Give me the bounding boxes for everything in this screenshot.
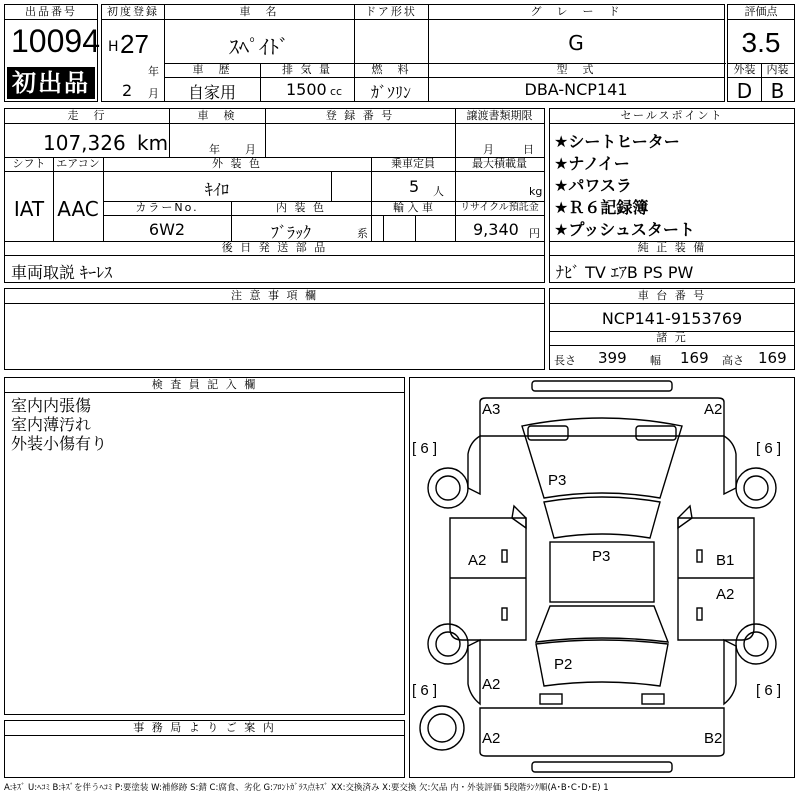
lot-box [4,4,98,102]
vehicle-header-table [101,4,725,102]
model: DBA-NCP141 [524,80,628,99]
transfer-label: 譲渡書類期限 [455,109,544,124]
score-label: 評価点 [728,5,794,20]
displacement: 1500 [286,80,327,99]
notes-label: 注 意 事 項 欄 [5,289,544,304]
lot-label: 出品番号 [5,5,97,20]
ac-label: エアコン [53,157,103,172]
color-no-label: カラーNo. [103,201,231,216]
regno-label: 登 録 番 号 [265,109,455,124]
notes-box [4,288,545,370]
chassis-number: NCP141-9153769 [601,309,743,328]
later-parts: 車両取説 ｷｰﾚｽ [11,263,113,282]
tire-mark-rear-left: [ 6 ] [412,682,438,699]
details-table [4,108,545,283]
insp-month-unit: 月 [245,143,256,156]
mileage-label: 走 行 [5,109,169,124]
office-label: 事 務 局 よ り ご 案 内 [5,721,404,736]
int-color: ﾌﾞﾗｯｸ [270,223,311,242]
mileage-unit: km [137,131,169,155]
int-color-suffix: 系 [357,227,368,240]
mileage: 107,326 [43,131,126,155]
recycle-label: リサイクル預託金 [455,201,544,216]
height: 169 [758,349,787,367]
sales-point-item: ★Ｒ６記録簿 [554,198,649,217]
inspector-line: 室内内張傷 [11,396,92,415]
reg-label: 初度登録 [102,5,164,20]
score: 3.5 [741,27,781,58]
grade: G [568,31,584,55]
mark-a3-top-left: A3 [482,401,501,418]
mark-a2-bottom-left: A2 [482,730,501,747]
capacity: 5 [409,177,420,196]
insp-year-unit: 年 [209,143,220,156]
capacity-unit: 人 [433,185,444,198]
sales-point-item: ★シートヒーター [554,132,680,151]
color-no: 6W2 [148,220,186,239]
reg-month: 2 [122,81,133,100]
sales-point-item: ★プッシュスタート [554,220,695,239]
mark-p3-roof: P3 [592,548,611,565]
ext-color-label: 外 装 色 [103,157,371,172]
mark-b1-right-front-door: B1 [716,552,735,569]
height-label: 高さ [722,354,744,367]
max-load-label: 最大積載量 [455,157,544,172]
score-box [727,4,795,102]
width-label: 幅 [650,354,661,367]
fuel-label: 燃 料 [354,63,428,78]
lot-number: 10094 [11,23,100,59]
equipment: ﾅﾋﾞ TV ｴｱB PS PW [556,263,694,282]
displacement-label: 排 気 量 [260,63,354,78]
grade-label: グ レ ー ド [428,5,724,20]
mark-p3-hood: P3 [548,472,567,489]
history: 自家用 [187,83,236,102]
car-name-label: 車 名 [164,5,354,20]
era: H [108,39,119,55]
door-label: ドア形状 [354,5,428,20]
mark-a2-left-rear: A2 [482,676,501,693]
shift: IAT [13,197,45,221]
fuel: ｶﾞｿﾘﾝ [370,83,411,102]
mark-a2-right-rear-door: A2 [716,586,735,603]
max-load-unit: kg [529,185,543,198]
recycle-unit: 円 [529,227,540,240]
sales-points-box [549,108,795,283]
mark-a2-top-right: A2 [704,401,723,418]
ext-color: ｷｲﾛ [204,180,229,199]
year-unit: 年 [148,65,159,78]
length-label: 長さ [554,354,576,367]
history-label: 車 歴 [164,63,260,78]
month-unit: 月 [148,87,159,100]
ac: AAC [57,197,99,221]
capacity-label: 乗車定員 [371,157,455,172]
later-parts-label: 後 日 発 送 部 品 [5,241,544,256]
office-box [4,720,405,778]
mark-a2-left-front-door: A2 [468,552,487,569]
transfer-month-unit: 月 [483,143,494,156]
dims-label: 諸 元 [550,331,794,346]
inspector-line: 外装小傷有り [11,434,108,453]
car-name: ｽﾍﾟｲﾄﾞ [229,35,289,59]
inspector-box [4,377,405,715]
inspector-label: 検 査 員 記 入 欄 [5,378,404,393]
car-damage-diagram [409,377,795,778]
exterior-label: 外装 [728,63,761,78]
exterior-grade: D [736,79,753,103]
tire-mark-rear-right: [ 6 ] [756,682,782,699]
inspection-label: 車 検 [169,109,265,124]
chassis-label: 車 台 番 号 [550,289,794,304]
reg-year: 27 [120,29,149,59]
import-label: 輸 入 車 [371,201,455,216]
model-label: 型 式 [428,63,724,78]
mark-b2-bottom-right: B2 [704,730,723,747]
length: 399 [598,349,627,367]
shift-label: シフト [5,157,53,172]
interior-label: 内装 [761,63,794,78]
width: 169 [680,349,709,367]
displacement-unit: cc [330,85,343,98]
recycle: 9,340 [473,220,519,239]
tire-mark-front-right: [ 6 ] [756,440,782,457]
interior-grade: B [770,79,785,103]
sales-point-item: ★ナノイー [554,154,630,173]
int-color-label: 内 装 色 [231,201,371,216]
sales-points-label: セールスポイント [550,109,794,124]
equipment-label: 純 正 装 備 [550,241,794,256]
legend: A:ｷｽﾞ U:ﾍｺﾐ B:ｷｽﾞを伴うﾍｺﾐ P:要塗装 W:補修跡 S:錆 C:腐食、劣化 G:ﾌﾛﾝﾄｶﾞﾗｽ点ｷｽﾞ XX:交換済み X:要交換 欠:欠品 内・外装評価 5段階ﾗﾝｸ順(A･B･C･D･E) 1 [4,783,609,793]
sales-point-item: ★パワスラ [554,176,632,195]
car-outline [410,378,794,777]
inspector-line: 室内薄汚れ [11,415,92,434]
tire-mark-front-left: [ 6 ] [412,440,438,457]
first-listing-badge: 初出品 [7,67,95,99]
transfer-day-unit: 日 [523,143,534,156]
chassis-box [549,288,795,370]
mark-p2-rear: P2 [554,656,573,673]
